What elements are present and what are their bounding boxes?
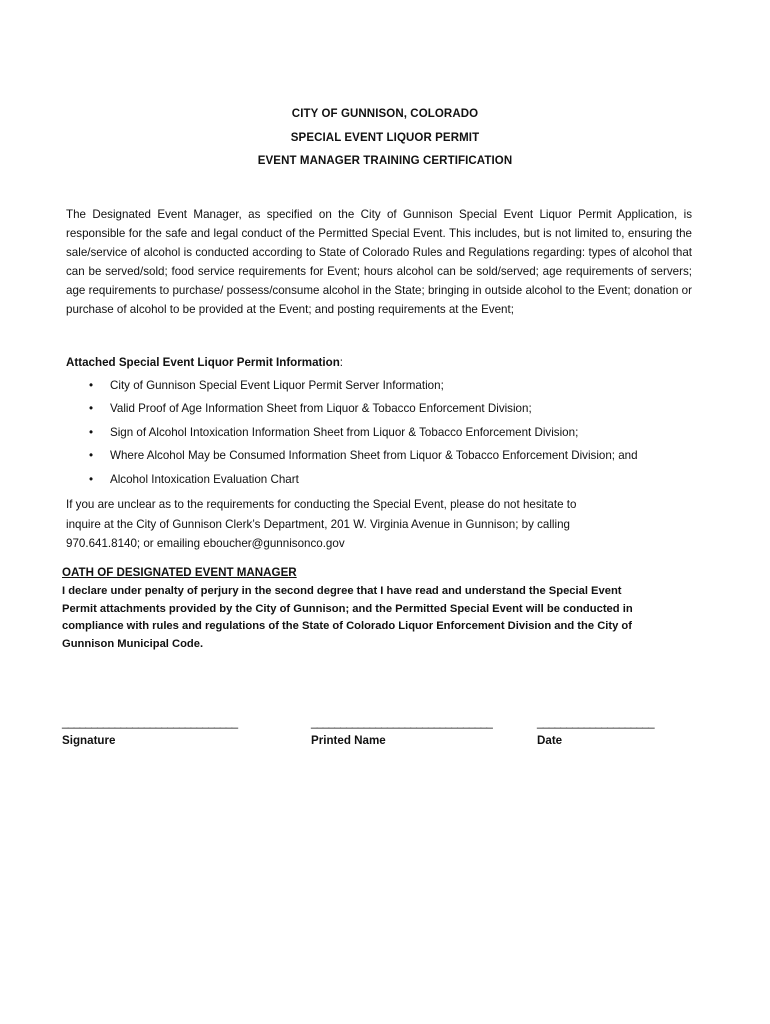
contact-line: inquire at the City of Gunnison Clerk’s Department, 201 W. Virginia Avenue in Gunnison; by calling — [66, 517, 570, 531]
list-item-text: Alcohol Intoxication Evaluation Chart — [110, 472, 299, 486]
bullet-icon: • — [89, 472, 94, 486]
list-item — [66, 424, 638, 447]
printed-name-line[interactable]: _______________________________ — [311, 716, 493, 729]
printed-name-label: Printed Name — [311, 734, 386, 747]
intro-paragraph: The Designated Event Manager, as specified on the City of Gunnison Special Event Liquor Permit Application, is responsible for the safe and legal conduct of the Permitted Special Event. This includes, but is not limited to, ensuring the sale/service of alcohol is conducted according to State of Colorado Rules and Regulations regarding: types of alcohol that can be served/sold; food service requirements for Event; hours alcohol can be sold/served; age requirements of servers; age requirements to purchase/ possess/consume alcohol in the State; bringing in outside alcohol to the Event; donation or purchase of alcohol to be provided at the Event; and posting requirements at the Event; — [66, 208, 692, 316]
contact-paragraph — [66, 495, 706, 554]
list-item — [66, 400, 638, 423]
oath-line: Permit attachments provided by the City of Gunnison; and the Permitted Special Event will be conducted in — [62, 602, 633, 615]
oath-title: OATH OF DESIGNATED EVENT MANAGER — [62, 566, 297, 579]
oath-line: Gunnison Municipal Code. — [62, 637, 204, 650]
oath-line: I declare under penalty of perjury in the second degree that I have read and understand the Special Event — [62, 585, 622, 597]
header-certification-title: EVENT MANAGER TRAINING CERTIFICATION — [257, 155, 513, 167]
oath-declaration — [62, 583, 702, 653]
bullet-icon: • — [89, 402, 94, 416]
signature-label: Signature — [62, 734, 116, 747]
header-permit-type: SPECIAL EVENT LIQUOR PERMIT — [290, 132, 480, 144]
bullet-icon: • — [89, 425, 94, 439]
header-city: CITY OF GUNNISON, COLORADO — [291, 108, 479, 120]
attached-info-heading — [66, 356, 343, 369]
attached-info-title: Attached Special Event Liquor Permit Information — [66, 356, 340, 369]
contact-line: 970.641.8140; or emailing eboucher@gunnisonco.gov — [66, 537, 345, 550]
contact-line: If you are unclear as to the requirements for conducting the Special Event, please do not hesitate to — [66, 498, 577, 511]
list-item-text: Valid Proof of Age Information Sheet from Liquor & Tobacco Enforcement Division; — [110, 402, 532, 416]
list-item-text: City of Gunnison Special Event Liquor Permit Server Information; — [110, 379, 444, 392]
signature-line[interactable]: ______________________________ — [62, 716, 238, 729]
list-item — [66, 471, 638, 494]
oath-line: compliance with rules and regulations of the State of Colorado Liquor Enforcement Division and the City of — [62, 620, 632, 633]
bullet-icon: • — [89, 379, 94, 392]
list-item-text: Where Alcohol May be Consumed Information Sheet from Liquor & Tobacco Enforcement Division; and — [110, 449, 638, 463]
date-label: Date — [537, 734, 563, 747]
date-line[interactable]: ____________________ — [537, 716, 654, 729]
list-item-text: Sign of Alcohol Intoxication Information Sheet from Liquor & Tobacco Enforcement Division; — [110, 425, 579, 439]
attached-info-list — [66, 377, 638, 494]
attached-info-colon: : — [339, 356, 344, 369]
bullet-icon: • — [89, 449, 94, 463]
list-item — [66, 377, 638, 400]
list-item — [66, 447, 638, 470]
